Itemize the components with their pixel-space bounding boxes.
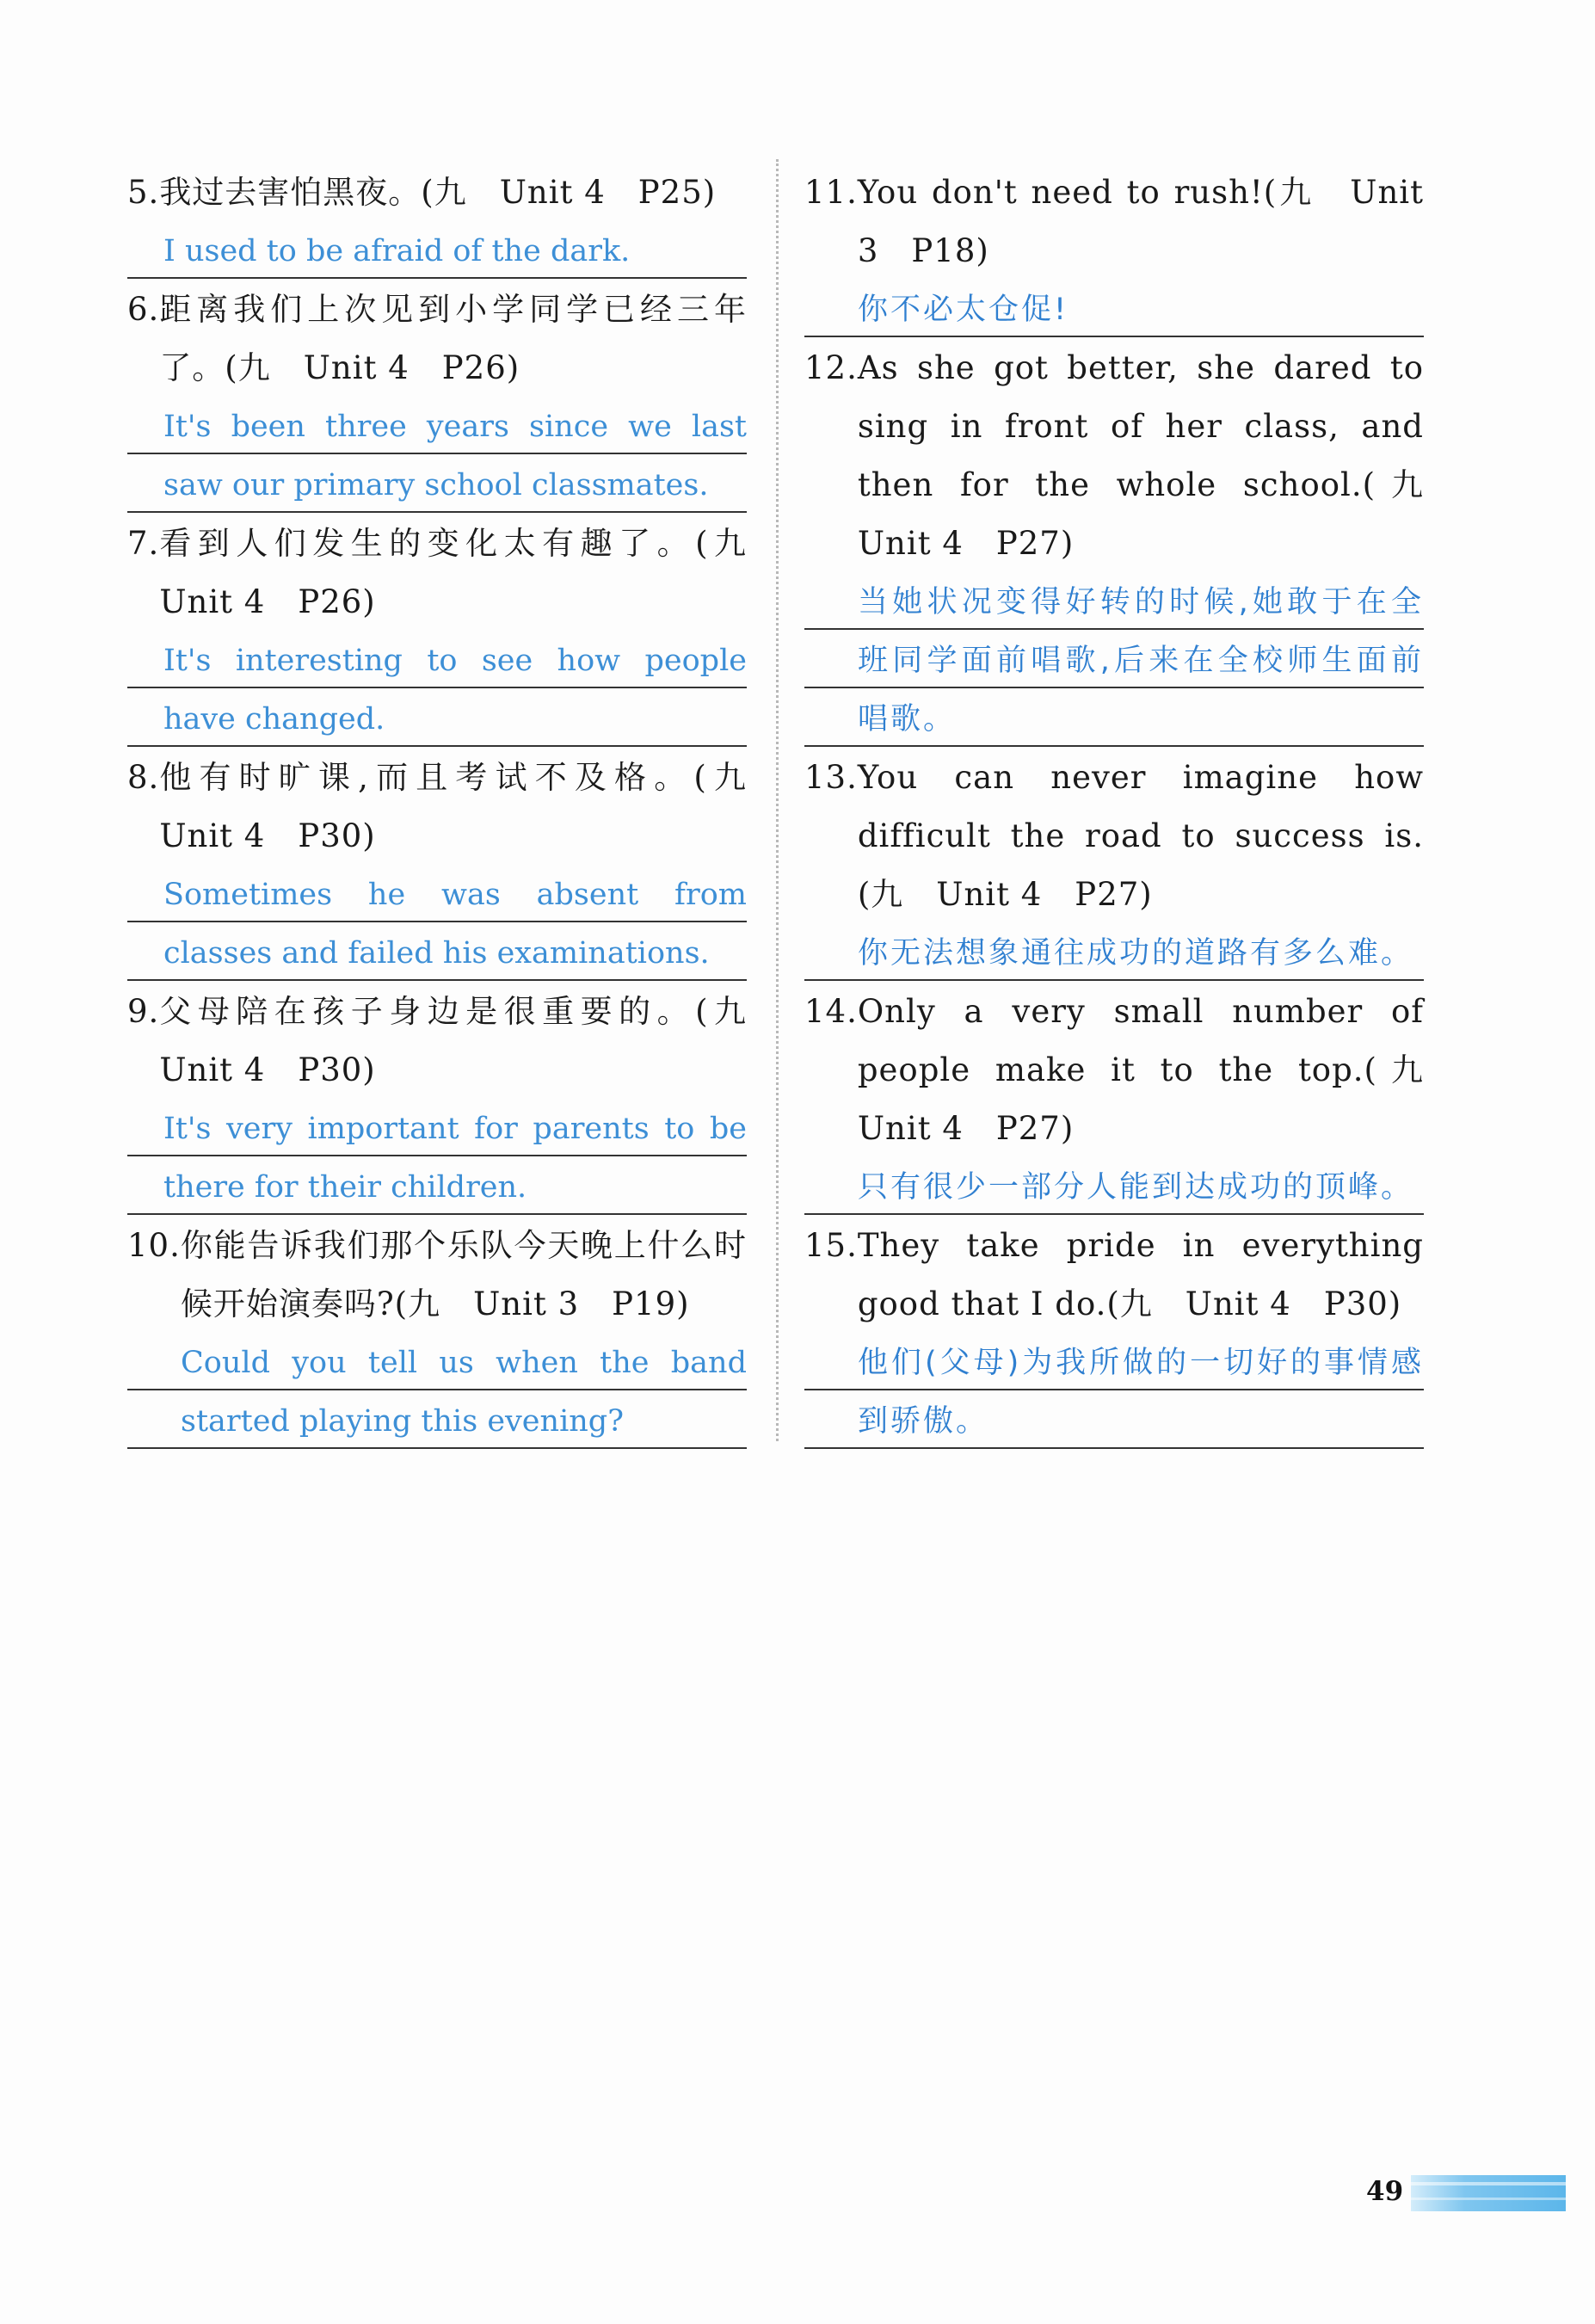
item-prompt: 距离我们上次见到小学同学已经三年了。(九 Unit 4 P26): [159, 291, 747, 386]
item-number: 12.: [804, 349, 858, 386]
item-answer: 当她状况变得好转的时候,她敢于在全班同学面前唱歌,后来在全校师生面前唱歌。: [804, 573, 1424, 749]
item-number: 14.: [804, 993, 858, 1030]
item-number: 10.: [127, 1227, 181, 1264]
exercise-item-8: [127, 749, 779, 983]
item-number: 9.: [127, 993, 160, 1030]
item-prompt: 你能告诉我们那个乐队今天晚上什么时候开始演奏吗?(九 Unit 3 P19): [180, 1227, 747, 1322]
item-answer: 你不必太仓促!: [804, 280, 1424, 339]
exercise-item-5: [127, 163, 747, 280]
item-prompt: They take pride in everything good that I do.(九 Unit 4 P30): [857, 1227, 1424, 1322]
right-column: [804, 163, 1456, 1451]
item-answer: 你无法想象通往成功的道路有多么难。: [804, 924, 1424, 983]
item-number: 11.: [804, 174, 858, 211]
exercise-item-15: [804, 1217, 1424, 1451]
exercise-item-6: [127, 280, 747, 515]
item-answer: 只有很少一部分人能到达成功的顶峰。: [804, 1158, 1424, 1217]
page-number-decoration: [1411, 2175, 1566, 2211]
exercise-item-11: [804, 163, 1424, 339]
column-divider: [776, 159, 779, 1441]
exercise-item-10: [127, 1217, 747, 1451]
item-number: 13.: [804, 759, 858, 796]
exercise-item-9: [127, 983, 779, 1217]
item-number: 8.: [127, 759, 160, 796]
left-column: [127, 163, 779, 1451]
item-answer: I used to be afraid of the dark.: [127, 222, 747, 280]
item-prompt: You can never imagine how difficult the road to success is.(九 Unit 4 P27): [857, 759, 1424, 913]
exercise-item-14: [804, 983, 1456, 1217]
item-number: 6.: [127, 291, 160, 328]
item-prompt: You don't need to rush!(九 Unit 3 P18): [857, 174, 1424, 269]
item-number: 15.: [804, 1227, 858, 1264]
item-prompt: Only a very small number of people make it to the top.(九 Unit 4 P27): [857, 993, 1456, 1147]
item-answer: Sometimes he was absent from classes and failed his examinations.: [127, 866, 747, 983]
item-answer: It's very important for parents to be there for their children.: [127, 1100, 747, 1217]
page-number: 49: [1366, 2176, 1404, 2207]
exercise-item-12: [804, 339, 1456, 749]
item-answer: It's been three years since we last saw our primary school classmates.: [127, 398, 747, 515]
item-prompt: As she got better, she dared to sing in front of her class, and then for the whole school.(九 Unit 4 P27): [857, 349, 1456, 562]
item-answer: Could you tell us when the band started playing this evening?: [127, 1334, 747, 1451]
item-prompt: 我过去害怕黑夜。(九 Unit 4 P25): [159, 174, 717, 211]
item-answer: 他们(父母)为我所做的一切好的事情感到骄傲。: [804, 1334, 1424, 1451]
item-prompt: 看到人们发生的变化太有趣了。(九 Unit 4 P26): [159, 525, 779, 620]
exercise-item-7: [127, 515, 779, 749]
item-number: 7.: [127, 525, 160, 562]
item-prompt: 他有时旷课,而且考试不及格。(九 Unit 4 P30): [159, 759, 779, 854]
item-prompt: 父母陪在孩子身边是很重要的。(九 Unit 4 P30): [159, 993, 779, 1088]
exercise-item-13: [804, 749, 1424, 983]
item-number: 5.: [127, 174, 160, 211]
item-answer: It's interesting to see how people have changed.: [127, 632, 747, 749]
